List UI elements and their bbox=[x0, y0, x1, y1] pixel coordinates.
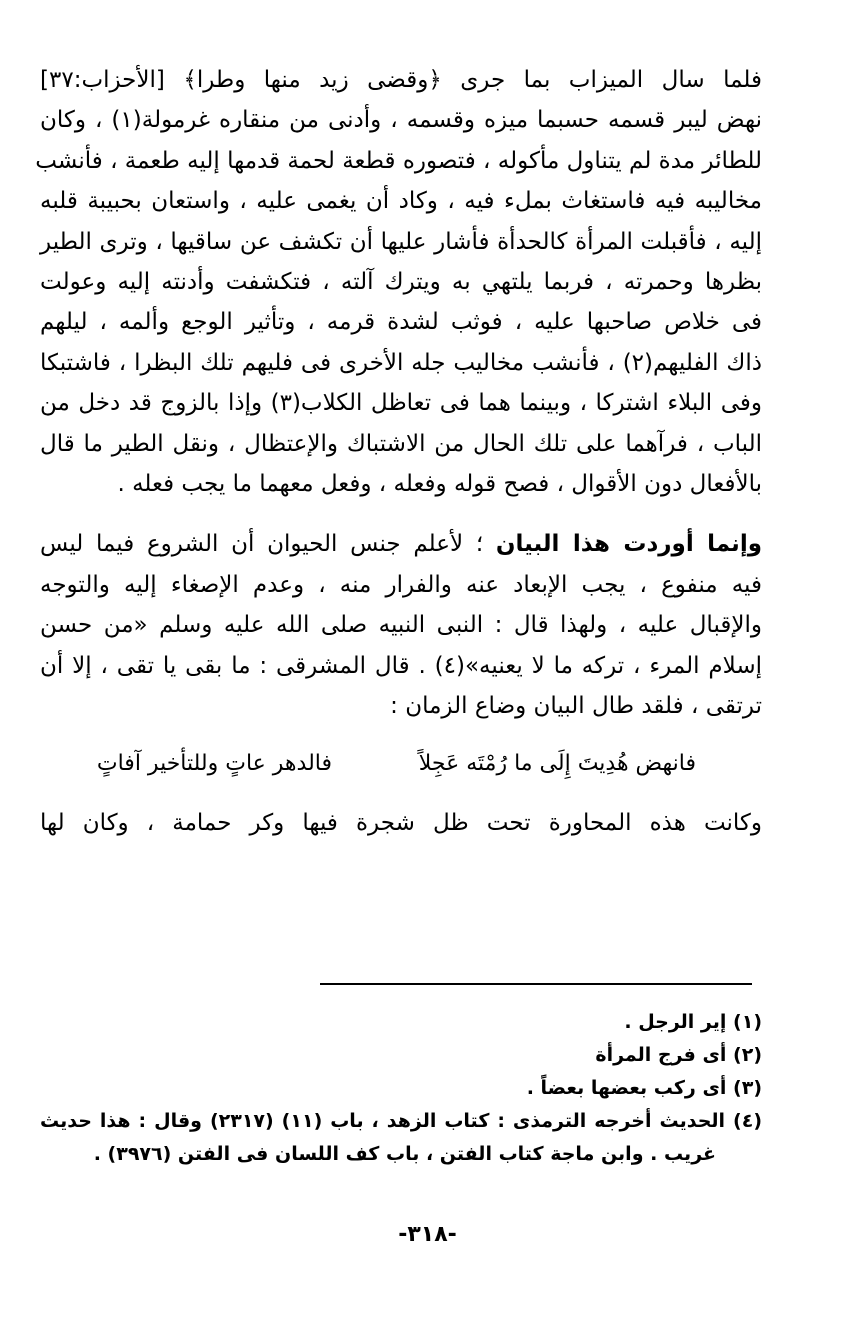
text-line: وكانت هذه المحاورة تحت ظل شجرة فيها وكر حمامة ، وكان لها bbox=[40, 809, 762, 836]
text-line: ترتقى ، فلقد طال البيان وضاع الزمان : bbox=[390, 693, 762, 720]
footnote-3: (٣) أى ركب بعضها بعضاً . bbox=[526, 1077, 762, 1099]
text-fragment: ؛ لأعلم جنس الحيوان أن الشروع فيما ليس bbox=[40, 531, 484, 558]
footnote-2: (٢) أى فرج المرأة bbox=[595, 1044, 762, 1066]
text-line: إليه ، فأقبلت المرأة كالحدأة فأشار عليها أن تكشف عن ساقيها ، وترى الطير bbox=[40, 228, 762, 255]
footnote-separator bbox=[320, 983, 752, 985]
footnote-4: (٤) الحديث أخرجه الترمذى : كتاب الزهد ، باب (١١) (٢٣١٧) وقال : هذا حديث bbox=[40, 1110, 762, 1132]
main-text bbox=[35, 60, 763, 843]
poetry-verse bbox=[40, 741, 762, 801]
text-line-with-lead bbox=[40, 524, 762, 564]
text-line: ذاك الفليهم(٢) ، فأنشب مخاليب جله الأخرى فى فليهم تلك البظرا ، فاشتبكا bbox=[40, 349, 762, 376]
paragraph-1 bbox=[35, 60, 762, 504]
footnotes bbox=[40, 1006, 762, 1171]
text-line: للطائر مدة لم يتناول مأكوله ، فتصوره قطعة لحمة قدمها إليه طعمة ، فأنشب bbox=[35, 147, 762, 174]
text-line: وفى البلاء اشتركا ، وبينما هما فى تعاظل الكلاب(٣) وإذا بالزوج قد دخل من bbox=[40, 390, 762, 417]
verse-first-hemistich: فانهض هُدِيتَ إِلَى ما رُمْتَه عَجِلاً bbox=[418, 750, 696, 776]
text-line: الباب ، فرآهما على تلك الحال من الاشتباك والإعتظال ، ونقل الطير ما قال bbox=[40, 430, 762, 457]
text-line: فى خلاص صاحبها عليه ، فوثب لشدة قرمه ، وتأثير الوجع وألمه ، ليلهم bbox=[40, 309, 762, 336]
paragraph-2 bbox=[40, 524, 762, 726]
text-line: نهض ليبر قسمه حسبما ميزه وقسمه ، وأدنى من منقاره غرمولة(١) ، وكان bbox=[40, 107, 762, 134]
text-line: مخاليبه فيه فاستغاث بملء فيه ، وكاد أن يغمى عليه ، واستعان بحبيبة قلبه bbox=[40, 188, 762, 215]
bold-lead-phrase: وإنما أوردت هذا البيان bbox=[495, 531, 763, 558]
verse-second-hemistich: فالدهر عاتٍ وللتأخير آفاتٍ bbox=[96, 750, 332, 776]
text-line: إسلام المرء ، تركه ما لا يعنيه»(٤) . قال المشرقى : ما بقى يا تقى ، إلا أن bbox=[40, 652, 762, 679]
paragraph-3 bbox=[40, 803, 762, 843]
text-line: فيه منفوع ، يجب الإبعاد عنه والفرار منه ، وعدم الإصغاء إليه والتوجه bbox=[40, 571, 762, 598]
text-line: بظرها وحمرته ، فربما يلتهي به ويترك آلته ، فتكشفت وأدنته إليه وعولت bbox=[40, 269, 762, 296]
text-line: والإقبال عليه ، ولهذا قال : النبى النبيه صلى الله عليه وسلم «من حسن bbox=[40, 612, 762, 639]
text-line: فلما سال الميزاب بما جرى ﴿وقضى زيد منها وطرا﴾ [الأحزاب:٣٧] bbox=[40, 67, 762, 93]
footnote-1: (١) إير الرجل . bbox=[624, 1011, 762, 1033]
page-number: -٣١٨- bbox=[398, 1222, 457, 1247]
footnote-4-continuation: غريب . وابن ماجة كتاب الفتن ، باب كف اللسان فى الفتن (٣٩٧٦) . bbox=[93, 1143, 716, 1165]
text-line: بالأفعال دون الأقوال ، فصح قوله وفعله ، وفعل معهما ما يجب فعله . bbox=[117, 471, 762, 498]
